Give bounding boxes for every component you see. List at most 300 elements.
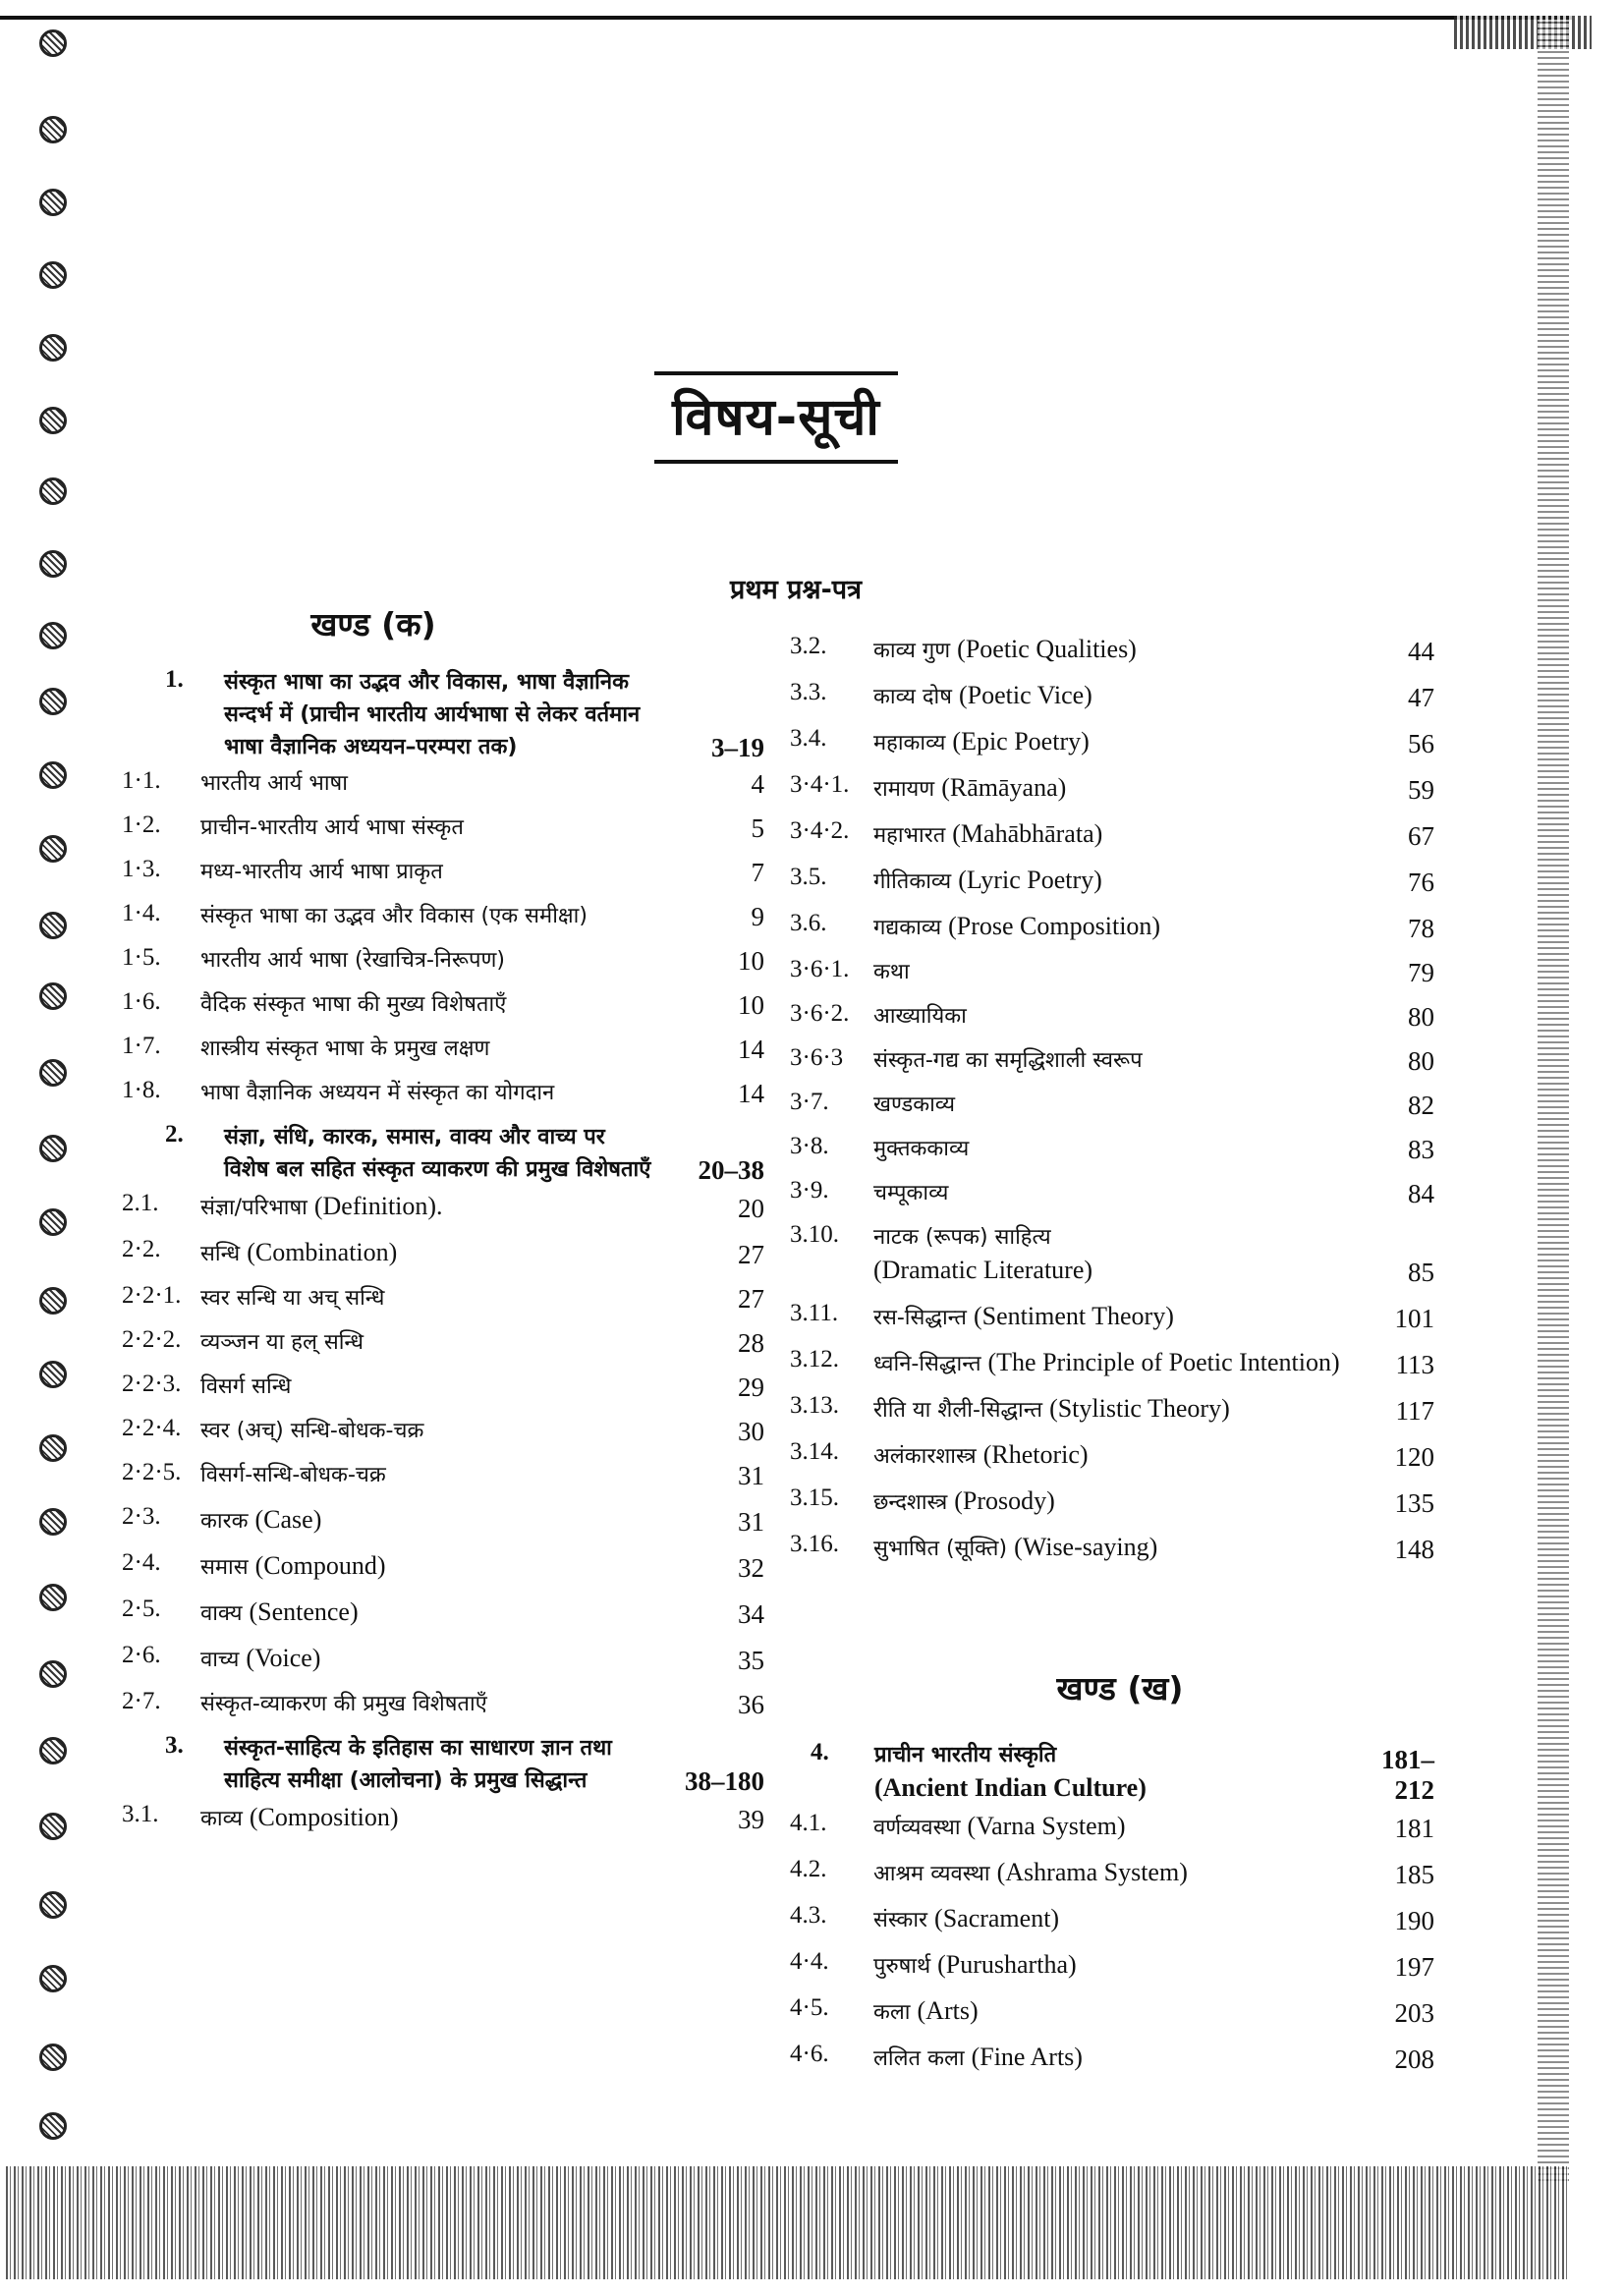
entry-title bbox=[200, 1371, 656, 1403]
toc-entry bbox=[116, 767, 764, 800]
page-number: 5 bbox=[751, 813, 764, 843]
toc-entry bbox=[786, 1089, 1434, 1121]
toc-entry bbox=[786, 679, 1434, 713]
entry-title-hindi: स्वर (अच्) सन्धि-बोधक-चक्र bbox=[200, 1419, 424, 1443]
binding-hole-icon bbox=[39, 1434, 67, 1462]
toc-chapter-entry bbox=[786, 1739, 1434, 1806]
entry-title-english: (Poetic Vice) bbox=[958, 681, 1092, 709]
binding-hole-icon bbox=[39, 407, 67, 434]
page-number: 82 bbox=[1408, 1091, 1434, 1120]
toc-entry bbox=[786, 1948, 1434, 1983]
page-number: 31 bbox=[738, 1507, 764, 1537]
entry-number: 1·3. bbox=[122, 856, 161, 882]
entry-number: 4.2. bbox=[790, 1856, 827, 1882]
toc-entry bbox=[786, 1044, 1434, 1077]
entry-title-hindi: रस-सिद्धान्त bbox=[873, 1306, 967, 1330]
entry-number: 3.15. bbox=[790, 1484, 839, 1511]
toc-entry bbox=[116, 900, 764, 932]
toc-entry bbox=[116, 1077, 764, 1109]
entry-title-hindi: आश्रम व्यवस्था bbox=[873, 1862, 990, 1886]
binding-hole-icon bbox=[39, 116, 67, 143]
entry-title-hindi: मध्य-भारतीय आर्य भाषा प्राकृत bbox=[200, 860, 443, 884]
page-number: 29 bbox=[738, 1372, 764, 1402]
entry-title bbox=[873, 1133, 1356, 1165]
entry-title bbox=[873, 1300, 1356, 1334]
entry-title bbox=[873, 771, 1356, 806]
entry-title bbox=[200, 1503, 656, 1538]
entry-title-hindi: वैदिक संस्कृत भाषा की मुख्य विशेषताएँ bbox=[200, 992, 507, 1017]
scan-corner-noise bbox=[1454, 16, 1592, 49]
entry-title-hindi: विसर्ग-सन्धि-बोधक-चक्र bbox=[200, 1463, 386, 1487]
page-number: 28 bbox=[738, 1328, 764, 1358]
entry-number: 2·7. bbox=[122, 1688, 161, 1714]
entry-number: 1. bbox=[165, 666, 184, 693]
entry-title-english: (Ancient Indian Culture) bbox=[874, 1773, 1147, 1802]
entry-title-english: (Sentence) bbox=[249, 1597, 359, 1626]
entry-number: 3·4·2. bbox=[790, 817, 850, 844]
toc-entry bbox=[786, 725, 1434, 759]
toc-entry bbox=[116, 856, 764, 888]
binding-hole-icon bbox=[39, 1208, 67, 1236]
binding-hole-icon bbox=[39, 1361, 67, 1388]
entry-title-english: (Rhetoric) bbox=[982, 1440, 1089, 1469]
binding-hole-icon bbox=[39, 1287, 67, 1315]
entry-number: 2·2·3. bbox=[122, 1371, 182, 1397]
page-number: 83 bbox=[1408, 1135, 1434, 1164]
page-number: 59 bbox=[1408, 775, 1434, 805]
page-number: 84 bbox=[1408, 1179, 1434, 1208]
entry-title-hindi: रीति या शैली-सिद्धान्त bbox=[873, 1398, 1043, 1423]
entry-number: 2·6. bbox=[122, 1642, 161, 1668]
entry-title bbox=[873, 1089, 1356, 1121]
entry-title-english: (Sacrament) bbox=[934, 1904, 1060, 1932]
page-number: 3–19 bbox=[711, 733, 764, 762]
toc-entry bbox=[116, 944, 764, 977]
toc-entry bbox=[786, 1177, 1434, 1209]
entry-title-hindi: संस्कृत-साहित्य के इतिहास का साधारण ज्ञान तथा साहित्य समीक्षा (आलोचना) के प्रमुख सिद्धान्त bbox=[224, 1736, 612, 1793]
entry-title bbox=[873, 1392, 1356, 1427]
binding-hole-icon bbox=[39, 1059, 67, 1087]
page-number: 148 bbox=[1394, 1535, 1434, 1564]
binding-hole-icon bbox=[39, 912, 67, 939]
entry-title-hindi: सन्धि bbox=[200, 1242, 241, 1266]
binding-hole-icon bbox=[39, 688, 67, 715]
entry-number: 2.1. bbox=[122, 1190, 159, 1216]
entry-number: 3.4. bbox=[790, 725, 827, 752]
entry-number: 1·7. bbox=[122, 1033, 161, 1059]
entry-title bbox=[873, 633, 1356, 667]
toc-left-column bbox=[116, 666, 764, 1847]
toc-entry bbox=[116, 1371, 764, 1403]
entry-number: 3·4·1. bbox=[790, 771, 850, 798]
entry-number: 4. bbox=[811, 1739, 829, 1765]
entry-title-hindi: स्वर सन्धि या अच् सन्धि bbox=[200, 1286, 385, 1311]
toc-entry bbox=[786, 1133, 1434, 1165]
entry-number: 3·6·3 bbox=[790, 1044, 844, 1071]
toc-entry bbox=[116, 1236, 764, 1270]
section-heading-ka: खण्ड (क) bbox=[310, 605, 436, 644]
page-number: 113 bbox=[1395, 1350, 1434, 1379]
binding-hole-icon bbox=[39, 1891, 67, 1919]
entry-title bbox=[874, 1739, 1356, 1806]
entry-title bbox=[200, 1033, 656, 1065]
entry-title-hindi: भारतीय आर्य भाषा (रेखाचित्र-निरूपण) bbox=[200, 948, 505, 973]
entry-title-hindi: काव्य bbox=[200, 1807, 243, 1831]
entry-title-hindi: आख्यायिका bbox=[873, 1004, 967, 1029]
page-number: 56 bbox=[1408, 729, 1434, 758]
entry-title bbox=[873, 956, 1356, 988]
page-number: 30 bbox=[738, 1417, 764, 1446]
entry-title-hindi: समास bbox=[200, 1555, 249, 1580]
binding-hole-icon bbox=[39, 1135, 67, 1162]
binding-hole-icon bbox=[39, 622, 67, 649]
page-number: 32 bbox=[738, 1553, 764, 1583]
toc-chapter-entry bbox=[116, 1732, 764, 1797]
binding-hole-icon bbox=[39, 477, 67, 505]
entry-number: 1·4. bbox=[122, 900, 161, 926]
entry-title-hindi: विसर्ग सन्धि bbox=[200, 1374, 292, 1399]
entry-number: 3.1. bbox=[122, 1801, 159, 1827]
entry-title-hindi: संस्कृत-व्याकरण की प्रमुख विशेषताएँ bbox=[200, 1692, 487, 1716]
page-number: 78 bbox=[1408, 914, 1434, 943]
entry-number: 3·6·1. bbox=[790, 956, 850, 982]
page-number: 181–212 bbox=[1381, 1745, 1434, 1805]
entry-title-hindi: वाच्य bbox=[200, 1648, 240, 1672]
entry-number: 2·3. bbox=[122, 1503, 161, 1530]
page-number: 80 bbox=[1408, 1002, 1434, 1032]
entry-title-hindi: गीतिकाव्य bbox=[873, 869, 952, 894]
toc-entry bbox=[116, 1596, 764, 1630]
entry-title bbox=[873, 1856, 1356, 1890]
entry-title-english: (Sentiment Theory) bbox=[973, 1302, 1174, 1330]
entry-title bbox=[224, 1121, 656, 1186]
toc-entry bbox=[786, 1902, 1434, 1936]
entry-number: 2·2. bbox=[122, 1236, 161, 1262]
entry-number: 3.12. bbox=[790, 1346, 839, 1372]
entry-title bbox=[200, 988, 656, 1021]
toc-entry bbox=[116, 1326, 764, 1359]
entry-number: 2·2·5. bbox=[122, 1459, 182, 1485]
page-number: 14 bbox=[738, 1079, 764, 1108]
entry-title-english: (Combination) bbox=[247, 1238, 398, 1266]
entry-title bbox=[873, 679, 1356, 713]
entry-number: 1·8. bbox=[122, 1077, 161, 1103]
entry-title-hindi: काव्य गुण bbox=[873, 639, 951, 663]
entry-title bbox=[200, 1642, 656, 1676]
entry-title bbox=[200, 944, 656, 977]
entry-title-hindi: खण्डकाव्य bbox=[873, 1092, 956, 1117]
page-number: 10 bbox=[738, 946, 764, 976]
entry-title-hindi: महाभारत bbox=[873, 823, 946, 848]
entry-title-english: (Case) bbox=[254, 1505, 322, 1534]
page-number: 135 bbox=[1394, 1488, 1434, 1518]
toc-entry bbox=[116, 1688, 764, 1720]
binding-hole-icon bbox=[39, 1965, 67, 1992]
entry-title-hindi: मुक्तककाव्य bbox=[873, 1137, 970, 1161]
binding-hole-icon bbox=[39, 189, 67, 216]
entry-title-hindi: व्यञ्जन या हल् सन्धि bbox=[200, 1330, 364, 1355]
entry-title-english: (The Principle of Poetic Intention) bbox=[987, 1348, 1340, 1376]
entry-title bbox=[224, 666, 656, 763]
entry-number: 3.10. bbox=[790, 1221, 839, 1248]
entry-title-english: (Purushartha) bbox=[937, 1950, 1077, 1979]
entry-title bbox=[873, 910, 1356, 944]
entry-number: 3.2. bbox=[790, 633, 827, 659]
entry-number: 2·4. bbox=[122, 1549, 161, 1576]
entry-title-hindi: कथा bbox=[873, 960, 910, 984]
page-number: 9 bbox=[751, 902, 764, 931]
entry-title-english: (Lyric Poetry) bbox=[958, 866, 1102, 894]
entry-number: 3·7. bbox=[790, 1089, 829, 1115]
entry-title-hindi: संस्कृत भाषा का उद्भव और विकास (एक समीक्षा) bbox=[200, 904, 588, 928]
binding-hole-icon bbox=[39, 261, 67, 289]
entry-title-english: (Compound) bbox=[254, 1551, 386, 1580]
entry-title bbox=[873, 1994, 1356, 2029]
entry-title bbox=[873, 1484, 1356, 1519]
entry-number: 3. bbox=[165, 1732, 184, 1759]
page-title: विषय-सूची bbox=[672, 388, 880, 447]
toc-entry bbox=[786, 1994, 1434, 2029]
binding-hole-icon bbox=[39, 982, 67, 1010]
toc-entry bbox=[786, 864, 1434, 898]
entry-number: 3.14. bbox=[790, 1438, 839, 1465]
entry-title-hindi: संज्ञा, संधि, कारक, समास, वाक्य और वाच्य पर विशेष बल सहित संस्कृत व्याकरण की प्रमुख विशेषताएँ bbox=[224, 1125, 651, 1182]
toc-entry bbox=[116, 988, 764, 1021]
page-number: 117 bbox=[1395, 1396, 1434, 1426]
entry-title-hindi: पुरुषार्थ bbox=[873, 1954, 931, 1979]
entry-title-hindi: कारक bbox=[200, 1509, 249, 1534]
entry-title bbox=[200, 1459, 656, 1491]
toc-entry bbox=[786, 1346, 1434, 1380]
binding-hole-icon bbox=[39, 761, 67, 789]
page-number: 197 bbox=[1394, 1952, 1434, 1982]
entry-title-hindi: काव्य दोष bbox=[873, 685, 952, 709]
toc-entry bbox=[786, 1484, 1434, 1519]
entry-title-english: (Poetic Qualities) bbox=[957, 635, 1137, 663]
entry-number: 2·2·4. bbox=[122, 1415, 182, 1441]
entry-number: 3.3. bbox=[790, 679, 827, 705]
binding-hole-icon bbox=[39, 1813, 67, 1840]
entry-number: 4·4. bbox=[790, 1948, 829, 1975]
page-number: 27 bbox=[738, 1240, 764, 1269]
toc-entry bbox=[116, 1415, 764, 1447]
toc-entry bbox=[116, 1282, 764, 1315]
entry-title bbox=[873, 1000, 1356, 1033]
entry-title bbox=[873, 1346, 1356, 1380]
page-number: 190 bbox=[1394, 1906, 1434, 1935]
entry-title bbox=[200, 1077, 656, 1109]
entry-title-english: (Voice) bbox=[246, 1644, 321, 1672]
page-number: 38–180 bbox=[685, 1766, 764, 1796]
entry-title bbox=[873, 1438, 1356, 1473]
entry-title bbox=[873, 725, 1356, 759]
entry-title-hindi: वाक्य bbox=[200, 1601, 243, 1626]
entry-title bbox=[873, 864, 1356, 898]
entry-title-hindi: रामायण bbox=[873, 777, 935, 802]
binding-hole-icon bbox=[39, 835, 67, 863]
page-number: 181 bbox=[1394, 1814, 1434, 1843]
page-number: 79 bbox=[1408, 958, 1434, 987]
entry-title-hindi: प्राचीन-भारतीय आर्य भाषा संस्कृत bbox=[200, 815, 464, 840]
toc-entry bbox=[786, 1856, 1434, 1890]
toc-entry bbox=[786, 1392, 1434, 1427]
page-number: 20–38 bbox=[698, 1155, 764, 1185]
entry-number: 1·6. bbox=[122, 988, 161, 1015]
entry-title bbox=[200, 812, 656, 844]
entry-title bbox=[873, 817, 1356, 852]
page-number: 14 bbox=[738, 1035, 764, 1064]
page-number: 120 bbox=[1394, 1442, 1434, 1472]
toc-entry bbox=[786, 1810, 1434, 1844]
entry-number: 3.5. bbox=[790, 864, 827, 890]
entry-title-hindi: संस्कार bbox=[873, 1908, 928, 1932]
entry-title bbox=[873, 1044, 1356, 1077]
entry-title-english: (Definition). bbox=[313, 1192, 443, 1220]
entry-title bbox=[200, 1596, 656, 1630]
entry-title bbox=[200, 767, 656, 800]
entry-title bbox=[200, 856, 656, 888]
entry-title-hindi: चम्पूकाव्य bbox=[873, 1181, 949, 1205]
binding-hole-icon bbox=[39, 550, 67, 578]
entry-title-hindi: भारतीय आर्य भाषा bbox=[200, 771, 348, 796]
entry-number: 4·5. bbox=[790, 1994, 829, 2021]
entry-number: 3.13. bbox=[790, 1392, 839, 1419]
binding-hole-icon bbox=[39, 2044, 67, 2071]
entry-title-english: (Prosody) bbox=[954, 1486, 1055, 1515]
entry-title-hindi: गद्यकाव्य bbox=[873, 916, 942, 940]
entry-number: 2·2·1. bbox=[122, 1282, 182, 1309]
entry-title bbox=[200, 1801, 656, 1835]
entry-number: 3.16. bbox=[790, 1531, 839, 1557]
entry-title-hindi: अलंकारशास्त्र bbox=[873, 1444, 977, 1469]
toc-entry bbox=[116, 1503, 764, 1538]
page-number: 67 bbox=[1408, 821, 1434, 851]
entry-title bbox=[873, 1948, 1356, 1983]
paper-heading: प्रथम प्रश्न-पत्र bbox=[729, 575, 863, 605]
toc-chapter-entry bbox=[116, 666, 764, 763]
entry-number: 3.11. bbox=[790, 1300, 839, 1326]
toc-entry bbox=[786, 910, 1434, 944]
toc-entry bbox=[116, 812, 764, 844]
toc-entry bbox=[786, 2041, 1434, 2075]
entry-number: 1·2. bbox=[122, 812, 161, 838]
page-number: 36 bbox=[738, 1690, 764, 1719]
entry-title bbox=[224, 1732, 656, 1797]
page-number: 185 bbox=[1394, 1860, 1434, 1889]
entry-title-english: (Dramatic Literature) bbox=[873, 1256, 1093, 1284]
entry-title-english: (Arts) bbox=[917, 1996, 979, 2025]
entry-number: 3·8. bbox=[790, 1133, 829, 1159]
toc-entry bbox=[786, 1531, 1434, 1565]
entry-title-english: (Ashrama System) bbox=[996, 1858, 1188, 1886]
entry-title-english: (Wise-saying) bbox=[1014, 1533, 1158, 1561]
toc-entry bbox=[116, 1549, 764, 1584]
binding-hole-icon bbox=[39, 1737, 67, 1764]
toc-entry bbox=[116, 1190, 764, 1224]
toc-chapter-entry bbox=[116, 1121, 764, 1186]
entry-number: 2·5. bbox=[122, 1596, 161, 1622]
page-number: 31 bbox=[738, 1461, 764, 1490]
page-number: 4 bbox=[751, 769, 764, 799]
entry-title bbox=[873, 1221, 1356, 1288]
page-number: 35 bbox=[738, 1646, 764, 1675]
toc-entry bbox=[116, 1459, 764, 1491]
page-number: 76 bbox=[1408, 868, 1434, 897]
page-number: 80 bbox=[1408, 1046, 1434, 1076]
entry-title-hindi: ललित कला bbox=[873, 2046, 965, 2071]
page-number: 20 bbox=[738, 1194, 764, 1223]
page-number: 10 bbox=[738, 990, 764, 1020]
entry-title bbox=[200, 1236, 656, 1270]
entry-title-hindi: प्राचीन भारतीय संस्कृति bbox=[874, 1743, 1057, 1767]
entry-title-english: (Epic Poetry) bbox=[952, 727, 1090, 756]
toc-entry bbox=[786, 771, 1434, 806]
page-number: 44 bbox=[1408, 637, 1434, 666]
entry-title-hindi: कला bbox=[873, 2000, 911, 2025]
entry-title bbox=[200, 900, 656, 932]
page-number: 85 bbox=[1408, 1258, 1434, 1287]
entry-title-hindi: महाकाव्य bbox=[873, 731, 946, 756]
entry-title-hindi: शास्त्रीय संस्कृत भाषा के प्रमुख लक्षण bbox=[200, 1036, 490, 1061]
scan-right-strip bbox=[1538, 20, 1569, 2181]
entry-title bbox=[200, 1688, 656, 1720]
binding-hole-icon bbox=[39, 2112, 67, 2140]
entry-title-hindi: नाटक (रूपक) साहित्य bbox=[873, 1225, 1051, 1250]
toc-entry bbox=[786, 1300, 1434, 1334]
entry-title bbox=[200, 1190, 656, 1224]
entry-title bbox=[873, 2041, 1356, 2075]
entry-title-hindi: छन्दशास्त्र bbox=[873, 1490, 948, 1515]
entry-number: 2. bbox=[165, 1121, 184, 1148]
page-number: 203 bbox=[1394, 1998, 1434, 2028]
toc-entry bbox=[786, 1438, 1434, 1473]
scan-bottom-noise bbox=[6, 2166, 1568, 2279]
scan-top-edge bbox=[0, 16, 1572, 20]
page-number: 47 bbox=[1408, 683, 1434, 712]
entry-title bbox=[200, 1415, 656, 1447]
title-block bbox=[654, 371, 898, 464]
entry-title bbox=[200, 1326, 656, 1359]
entry-title-english: (Composition) bbox=[249, 1803, 399, 1831]
title-rule-bottom bbox=[654, 460, 898, 464]
binding-hole-icon bbox=[39, 29, 67, 57]
entry-number: 4.1. bbox=[790, 1810, 827, 1836]
toc-entry bbox=[116, 1642, 764, 1676]
entry-title-hindi: संस्कृत भाषा का उद्भव और विकास, भाषा वैज्ञानिक सन्दर्भ में (प्राचीन भारतीय आर्यभाषा से लेकर वर्तमान भाषा वैज्ञानिक अध्ययन–परम्परा तक) bbox=[224, 670, 641, 759]
entry-title-english: (Stylistic Theory) bbox=[1049, 1394, 1230, 1423]
entry-title-english: (Mahābhārata) bbox=[952, 819, 1103, 848]
entry-title bbox=[200, 1282, 656, 1315]
toc-entry bbox=[116, 1033, 764, 1065]
page-number: 101 bbox=[1394, 1304, 1434, 1333]
entry-title-hindi: भाषा वैज्ञानिक अध्ययन में संस्कृत का योगदान bbox=[200, 1081, 555, 1105]
entry-title-hindi: ध्वनि-सिद्धान्त bbox=[873, 1352, 981, 1376]
entry-title-english: (Fine Arts) bbox=[971, 2043, 1083, 2071]
entry-title-hindi: सुभाषित (सूक्ति) bbox=[873, 1537, 1008, 1561]
entry-number: 1·1. bbox=[122, 767, 161, 794]
entry-title-hindi: वर्णव्यवस्था bbox=[873, 1816, 961, 1840]
entry-number: 3·9. bbox=[790, 1177, 829, 1204]
page-number: 27 bbox=[738, 1284, 764, 1314]
page-number: 39 bbox=[738, 1805, 764, 1834]
binding-hole-icon bbox=[39, 1584, 67, 1611]
entry-title bbox=[873, 1902, 1356, 1936]
section-heading-kha: खण्ड (ख) bbox=[1056, 1669, 1184, 1708]
entry-title-hindi: संज्ञा/परिभाषा bbox=[200, 1196, 308, 1220]
entry-number: 1·5. bbox=[122, 944, 161, 971]
entry-number: 2·2·2. bbox=[122, 1326, 182, 1353]
binding-hole-icon bbox=[39, 1660, 67, 1688]
